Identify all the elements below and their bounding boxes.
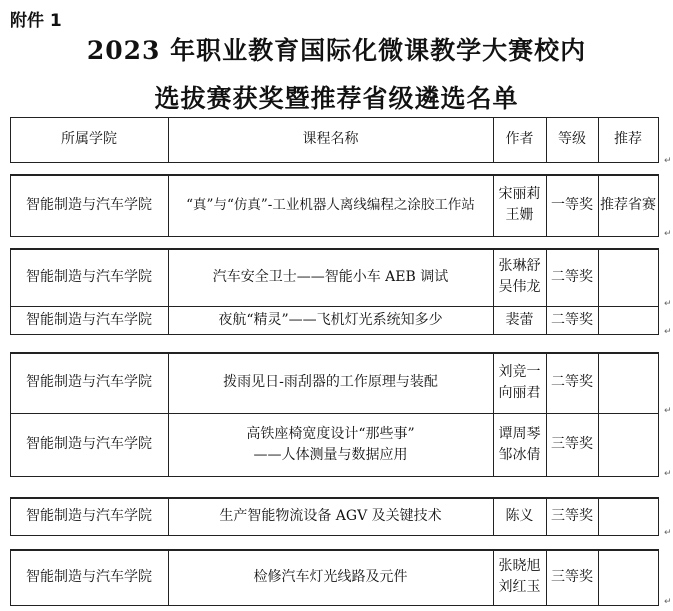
- author-name: 王姗: [505, 207, 534, 223]
- column-header-course: 课程名称: [302, 131, 359, 147]
- recommend-cell: [598, 352, 658, 413]
- recommend-cell: 推荐省赛: [600, 196, 656, 213]
- return-mark-icon: ↵: [664, 299, 672, 309]
- level-cell: 二等奖: [551, 374, 593, 390]
- level-cell: 三等奖: [551, 507, 593, 524]
- level-cell: 三等奖: [551, 568, 593, 585]
- college-cell: 智能制造与汽车学院: [26, 268, 152, 285]
- author-cell: [493, 174, 546, 236]
- document-title-line2: 选拔赛获奖暨推荐省级遴选名单: [154, 84, 519, 113]
- recommend-cell: [598, 248, 658, 306]
- course-cell: 检修汽车灯光线路及元件: [253, 568, 408, 585]
- college-cell: 智能制造与汽车学院: [26, 374, 152, 390]
- author-name: 宋丽莉: [498, 186, 541, 202]
- return-mark-icon: ↵: [664, 528, 672, 538]
- course-cell: 拨雨见日-雨刮器的工作原理与装配: [223, 374, 438, 390]
- document-title-line1: 2023 年职业教育国际化微课教学大赛校内: [86, 36, 587, 65]
- author-name: 谭周琴: [498, 425, 541, 442]
- author-cell: [493, 549, 546, 605]
- author-cell: [493, 248, 546, 306]
- college-cell: 智能制造与汽车学院: [26, 311, 152, 328]
- course-title-line2: ——人体测量与数据应用: [253, 446, 408, 463]
- college-cell: 智能制造与汽车学院: [26, 196, 152, 213]
- level-cell: 一等奖: [551, 196, 593, 213]
- author-cell: [493, 413, 546, 476]
- recommend-cell: [598, 549, 658, 605]
- author-cell: 陈义: [505, 507, 534, 524]
- recommend-cell: [598, 306, 658, 334]
- author-name: 吴伟龙: [498, 279, 541, 295]
- return-mark-icon: ↵: [664, 327, 672, 337]
- return-mark-icon: ↵: [664, 406, 672, 416]
- college-cell: 智能制造与汽车学院: [26, 568, 152, 585]
- return-mark-icon: ↵: [664, 597, 672, 607]
- author-name: 张琳舒: [498, 258, 541, 274]
- return-mark-icon: ↵: [664, 156, 672, 166]
- attachment-label: 附件 1: [10, 11, 62, 31]
- level-cell: 二等奖: [551, 268, 593, 285]
- college-cell: 智能制造与汽车学院: [26, 507, 152, 524]
- column-header-college: 所属学院: [61, 131, 117, 147]
- course-cell: 汽车安全卫士——智能小车 AEB 调试: [212, 268, 449, 285]
- author-cell: [493, 352, 546, 413]
- column-header-recommend: 推荐: [614, 131, 642, 147]
- recommend-cell: [598, 497, 658, 535]
- course-cell: “真”与“仿真”-工业机器人离线编程之涂胶工作站: [186, 196, 475, 213]
- course-title-line1: 高铁座椅宽度设计“那些事”: [246, 425, 415, 442]
- course-cell: 夜航“精灵”——飞机灯光系统知多少: [218, 311, 443, 328]
- author-name: 邹冰倩: [498, 446, 541, 463]
- college-cell: 智能制造与汽车学院: [26, 436, 152, 452]
- course-cell: 生产智能物流设备 AGV 及关键技术: [219, 507, 442, 524]
- return-mark-icon: ↵: [664, 229, 672, 239]
- author-name: 向丽君: [498, 384, 541, 401]
- recommend-cell: [598, 413, 658, 476]
- author-cell: 裴蕾: [505, 311, 534, 328]
- author-name: 刘红玉: [498, 579, 541, 595]
- return-mark-icon: ↵: [664, 469, 672, 479]
- author-name: 张晓旭: [498, 558, 541, 574]
- course-cell: [168, 413, 493, 476]
- column-header-level: 等级: [558, 131, 586, 147]
- column-header-author: 作者: [505, 131, 534, 147]
- author-name: 刘竞一: [498, 363, 541, 380]
- level-cell: 三等奖: [551, 436, 593, 452]
- level-cell: 二等奖: [551, 311, 593, 328]
